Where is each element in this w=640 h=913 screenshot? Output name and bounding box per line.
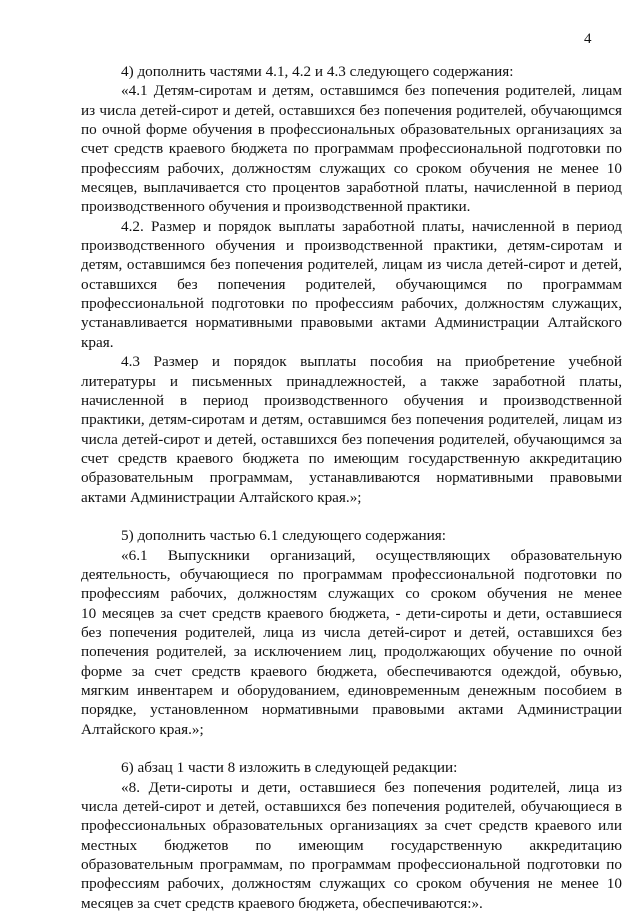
text-line: по очной форме обучения в профессиональных образовательных организациях за xyxy=(81,121,622,139)
text-line: устанавливается нормативными правовыми актами Администрации Алтайского xyxy=(81,314,622,332)
paragraph xyxy=(81,526,622,545)
text-line: литературы и письменных принадлежностей, а также заработной платы, xyxy=(81,372,622,390)
text-line: «8. Дети-сироты и дети, оставшиеся без попечения родителей, лица из xyxy=(121,778,622,796)
text-line: профессиональной подготовки по профессиям рабочих, должностям служащих, xyxy=(81,295,622,313)
text-line: порядке, установленном нормативными правовыми актами Администрации xyxy=(81,701,622,719)
text-line: профессиям рабочих, должностям служащих со сроком обучения не менее 10 xyxy=(81,875,622,893)
text-line: месяцев за счет средств краевого бюджета, обеспечиваются:». xyxy=(81,894,483,912)
text-line: числа детей-сирот и детей, оставшихся без попечения родителей, обучающиеся в xyxy=(81,798,622,816)
text-line: счет средств краевого бюджета по имеющим государственную аккредитацию xyxy=(81,449,622,467)
text-line: из числа детей-сирот и детей, оставшихся без попечения родителей, обучающимся xyxy=(81,101,622,119)
text-line: 5) дополнить частью 6.1 следующего содержания: xyxy=(121,527,446,545)
text-line: месяцев, выплачивается сто процентов заработной платы, начисленной в период xyxy=(81,179,622,197)
text-line: деятельность, обучающиеся по программам профессиональной подготовки по xyxy=(81,565,622,583)
text-line: производственного обучения и производственной практики. xyxy=(81,198,471,216)
text-line: попечения родителей, за исключением лиц, продолжающих обучение по очной xyxy=(81,643,622,661)
page-number: 4 xyxy=(584,31,592,47)
paragraph xyxy=(81,546,622,739)
paragraph xyxy=(81,778,622,913)
text-line: профессиональных образовательных организациях за счет средств краевого или xyxy=(81,817,622,835)
text-line: профессиям рабочих, должностям служащих со сроком обучения не менее xyxy=(81,585,622,603)
text-line: числа детей-сирот и детей, оставшихся без попечения родителей, обучающимся за xyxy=(81,430,622,448)
text-line: профессиям рабочих, должностям служащих со сроком обучения не менее 10 xyxy=(81,159,622,177)
text-line: 4.2. Размер и порядок выплаты заработной платы, начисленной в период xyxy=(121,217,622,235)
paragraph-gap xyxy=(81,739,622,758)
text-line: мягким инвентарем и оборудованием, единовременным денежным пособием в xyxy=(81,682,622,699)
text-line: 10 месяцев за счет средств краевого бюджета, - дети-сироты и дети, оставшиеся xyxy=(81,604,622,622)
text-line: образовательным программам, по программам профессиональной подготовки по xyxy=(81,856,622,874)
text-line: образовательным программам, устанавливаются нормативными правовыми xyxy=(81,469,622,487)
text-line: начисленной в период производственного обучения и производственной xyxy=(81,391,622,409)
text-line: форме за счет средств краевого бюджета, обеспечиваются одеждой, обувью, xyxy=(81,662,622,680)
text-line: 4) дополнить частями 4.1, 4.2 и 4.3 следующего содержания: xyxy=(121,63,514,80)
text-line: «6.1 Выпускники организаций, осуществляющих образовательную xyxy=(121,546,622,564)
text-line: без попечения родителей, лица из числа детей-сирот и детей, оставшихся без xyxy=(81,623,622,641)
text-line: практики, детям-сиротам и детям, оставшимся без попечения родителей, лицам из xyxy=(81,411,622,429)
text-line: детям, оставшимся без попечения родителей, лицам из числа детей-сирот и детей, xyxy=(81,256,622,274)
text-line: актами Администрации Алтайского края.»; xyxy=(81,488,362,506)
text-line: 6) абзац 1 части 8 изложить в следующей редакции: xyxy=(121,759,458,777)
paragraph xyxy=(81,62,622,81)
paragraph-gap xyxy=(81,507,622,526)
paragraph xyxy=(81,81,622,216)
paragraph xyxy=(81,352,622,507)
text-line: края. xyxy=(81,333,114,351)
text-line: оставшихся без попечения родителей, обучающимся по программам xyxy=(81,275,622,293)
text-line: местных бюджетов по имеющим государственную аккредитацию xyxy=(81,836,622,854)
paragraph xyxy=(81,217,622,352)
text-line: «4.1 Детям-сиротам и детям, оставшимся без попечения родителей, лицам xyxy=(121,82,622,100)
text-line: производственного обучения и производственной практики, детям-сиротам и xyxy=(81,237,622,255)
paragraph xyxy=(81,758,622,777)
text-line: 4.3 Размер и порядок выплаты пособия на приобретение учебной xyxy=(121,353,622,371)
text-line: Алтайского края.»; xyxy=(81,720,204,738)
document-body xyxy=(81,62,622,913)
text-line: счет средств краевого бюджета по программам профессиональной подготовки по xyxy=(81,140,622,158)
